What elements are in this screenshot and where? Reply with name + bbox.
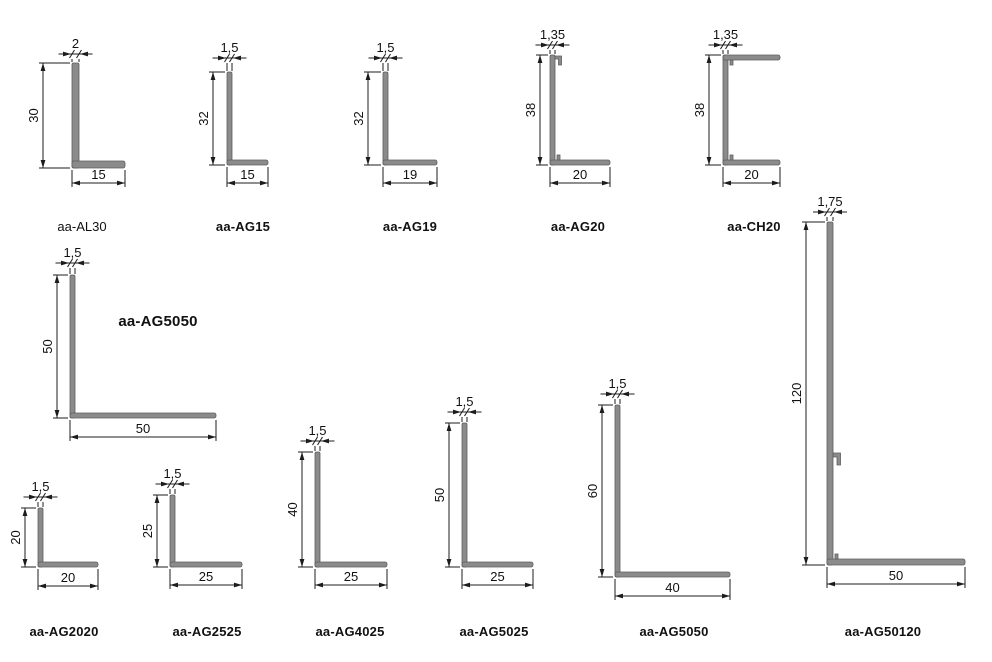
dim-thickness-text: 1,5 — [163, 466, 182, 481]
dimension-arrow — [600, 569, 605, 577]
profile-top-flange — [723, 55, 780, 60]
profile-flange — [315, 562, 387, 567]
dim-width-text: 25 — [198, 569, 214, 584]
dim-width-text: 15 — [91, 167, 106, 182]
dimension-arrow — [208, 435, 216, 440]
dimension-arrow — [41, 63, 46, 71]
profile-web — [72, 63, 79, 168]
dim-height-text: 50 — [40, 339, 55, 354]
profile-web — [615, 405, 620, 577]
profile-web — [315, 452, 320, 567]
dimension-arrow — [804, 557, 809, 565]
dim-thickness-text: 1,5 — [31, 479, 50, 494]
dim-width-text: 19 — [402, 167, 418, 182]
profile-rib — [730, 60, 733, 65]
profile-aa-AG5050-a — [40, 245, 216, 441]
dimension-arrow — [714, 43, 722, 48]
dimension-arrow — [556, 43, 564, 48]
dimension-arrow — [90, 584, 98, 589]
dim-height-text: 120 — [789, 382, 804, 405]
dim-width-text: 25 — [343, 569, 359, 584]
profile-aa-CH20 — [692, 27, 780, 187]
dimension-arrow — [300, 452, 305, 460]
dimension-arrow — [29, 495, 37, 500]
dimension-arrow — [366, 72, 371, 80]
dimension-arrow — [315, 583, 323, 588]
profile-aa-AG4025 — [285, 423, 387, 589]
profile-web — [827, 222, 833, 565]
profile-label-aa-AG5050-a: aa-AG5050 — [118, 313, 198, 330]
profile-flange — [38, 562, 98, 567]
dim-width-text: 25 — [490, 569, 505, 584]
dimension-arrow — [462, 583, 470, 588]
dim-thickness-text: 1,5 — [63, 245, 82, 260]
profile-aa-AL30 — [26, 36, 125, 187]
dim-height-text: 32 — [351, 111, 366, 126]
profile-flange — [170, 562, 242, 567]
profile-label-aa-AG2020: aa-AG2020 — [29, 624, 99, 639]
dimension-arrow — [211, 72, 216, 80]
profile-hook — [555, 56, 562, 65]
profile-aa-AG50120 — [789, 194, 965, 588]
profile-label-aa-AL30: aa-AL30 — [57, 219, 107, 234]
dimension-arrow — [389, 56, 397, 61]
dimension-arrow — [723, 181, 731, 186]
profile-flange — [227, 160, 268, 165]
profile-web — [70, 275, 75, 418]
dim-width-text: 50 — [888, 568, 904, 583]
dimension-arrow — [374, 56, 382, 61]
dimension-arrow — [227, 181, 235, 186]
profile-label-aa-AG5050-b: aa-AG5050 — [639, 624, 709, 639]
dim-thickness-text: 1,5 — [608, 376, 627, 391]
profile-web — [550, 55, 555, 165]
profile-flange — [550, 160, 610, 165]
dim-height-text: 20 — [8, 530, 23, 545]
dimension-arrow — [23, 559, 28, 567]
dimension-arrow — [38, 584, 46, 589]
profile-flange — [70, 413, 216, 418]
dimension-arrow — [429, 181, 437, 186]
profile-web — [462, 423, 467, 567]
dimension-arrow — [722, 594, 730, 599]
dimension-arrow — [468, 410, 476, 415]
dimension-arrow — [383, 181, 391, 186]
dimension-arrow — [707, 55, 712, 63]
profile-web — [723, 55, 728, 165]
profile-flange — [462, 562, 533, 567]
dimension-arrow — [55, 275, 60, 283]
dimension-arrow — [70, 435, 78, 440]
profile-aa-AG5025 — [432, 394, 533, 589]
dim-thickness-text: 1,5 — [455, 394, 474, 409]
dimension-arrow — [804, 222, 809, 230]
dimension-arrow — [218, 56, 226, 61]
dimension-arrow — [170, 583, 178, 588]
dimension-arrow — [447, 423, 452, 431]
dim-thickness-text: 1,5 — [376, 40, 395, 55]
dim-height-text: 38 — [692, 102, 707, 118]
profile-web — [38, 508, 43, 567]
dimension-arrow — [23, 508, 28, 516]
dimension-arrow — [233, 56, 241, 61]
profile-label-aa-CH20: aa-CH20 — [727, 219, 781, 234]
dim-height-text: 25 — [140, 523, 155, 539]
dimension-arrow — [538, 157, 543, 165]
dim-height-text: 40 — [285, 502, 300, 517]
dim-height-text: 50 — [432, 487, 447, 503]
dim-height-text: 32 — [196, 111, 211, 126]
profile-label-aa-AG19: aa-AG19 — [382, 219, 438, 234]
dimension-arrow — [44, 495, 52, 500]
dimension-arrow — [379, 583, 387, 588]
dimension-arrow — [453, 410, 461, 415]
dim-thickness-text: 1,5 — [308, 423, 327, 438]
dimension-arrow — [600, 405, 605, 413]
dim-width-text: 15 — [240, 167, 255, 182]
dim-width-text: 20 — [60, 570, 76, 585]
dimension-arrow — [827, 582, 835, 587]
dimension-arrow — [117, 181, 125, 186]
dimension-arrow — [602, 181, 610, 186]
dimension-arrow — [211, 157, 216, 165]
dimension-arrow — [72, 181, 80, 186]
profile-hook — [833, 453, 841, 465]
dim-thickness-text: 1,5 — [220, 40, 239, 55]
dim-height-text: 60 — [585, 483, 600, 499]
dim-height-text: 30 — [26, 108, 41, 123]
profile-label-aa-AG4025: aa-AG4025 — [315, 624, 385, 639]
dimension-arrow — [729, 43, 737, 48]
profile-aa-AG2525 — [140, 466, 242, 589]
dim-width-text: 40 — [665, 580, 680, 595]
dim-thickness-text: 1,35 — [539, 27, 566, 42]
dimension-arrow — [155, 559, 160, 567]
dimension-arrow — [306, 439, 314, 444]
dimension-arrow — [615, 594, 623, 599]
dimension-arrow — [957, 582, 965, 587]
dimension-arrow — [300, 559, 305, 567]
profile-flange — [383, 160, 437, 165]
profile-rib — [557, 155, 560, 160]
dimension-arrow — [76, 261, 84, 266]
dimension-arrow — [550, 181, 558, 186]
profile-flange — [615, 572, 730, 577]
dimension-arrow — [834, 210, 842, 215]
dimension-arrow — [61, 261, 69, 266]
dimension-arrow — [707, 157, 712, 165]
dimension-arrow — [161, 482, 169, 487]
dimension-arrow — [538, 55, 543, 63]
dimension-arrow — [321, 439, 329, 444]
dimension-arrow — [260, 181, 268, 186]
profile-label-aa-AG50120: aa-AG50120 — [844, 624, 922, 639]
dimension-arrow — [447, 559, 452, 567]
dim-width-text: 50 — [135, 421, 151, 436]
dim-width-text: 20 — [744, 167, 759, 182]
profile-aa-AG5050-b — [585, 376, 730, 600]
profile-flange — [827, 559, 965, 565]
profile-aa-AG2020 — [8, 479, 98, 590]
dimension-arrow — [621, 392, 629, 397]
dim-thickness-text: 1,75 — [817, 194, 843, 209]
profile-web — [383, 72, 388, 165]
dimension-arrow — [63, 52, 71, 57]
profile-rib — [730, 155, 733, 160]
dimension-arrow — [366, 157, 371, 165]
dim-height-text: 38 — [523, 102, 538, 118]
dim-thickness-text: 1,35 — [712, 27, 739, 42]
dimension-arrow — [41, 160, 46, 168]
dimension-arrow — [55, 410, 60, 418]
profile-bottom-flange — [723, 160, 780, 165]
profile-label-aa-AG2525: aa-AG2525 — [172, 624, 242, 639]
dimension-arrow — [176, 482, 184, 487]
profile-web — [227, 72, 232, 165]
profile-aa-AG20 — [523, 27, 610, 187]
dimension-arrow — [541, 43, 549, 48]
profile-label-aa-AG20: aa-AG20 — [550, 219, 606, 234]
dimension-arrow — [155, 495, 160, 503]
dimension-arrow — [818, 210, 826, 215]
profile-web — [170, 495, 175, 567]
dim-width-text: 20 — [572, 167, 588, 182]
dimension-arrow — [525, 583, 533, 588]
dim-thickness-text: 2 — [71, 36, 80, 51]
dimension-arrow — [772, 181, 780, 186]
dimension-arrow — [606, 392, 614, 397]
profile-label-aa-AG15: aa-AG15 — [215, 219, 271, 234]
profile-label-aa-AG5025: aa-AG5025 — [459, 624, 529, 639]
dimension-arrow — [234, 583, 242, 588]
profile-aa-AG19 — [351, 40, 437, 187]
profile-rib — [835, 554, 838, 559]
profile-aa-AG15 — [196, 40, 268, 187]
dimension-arrow — [80, 52, 88, 57]
